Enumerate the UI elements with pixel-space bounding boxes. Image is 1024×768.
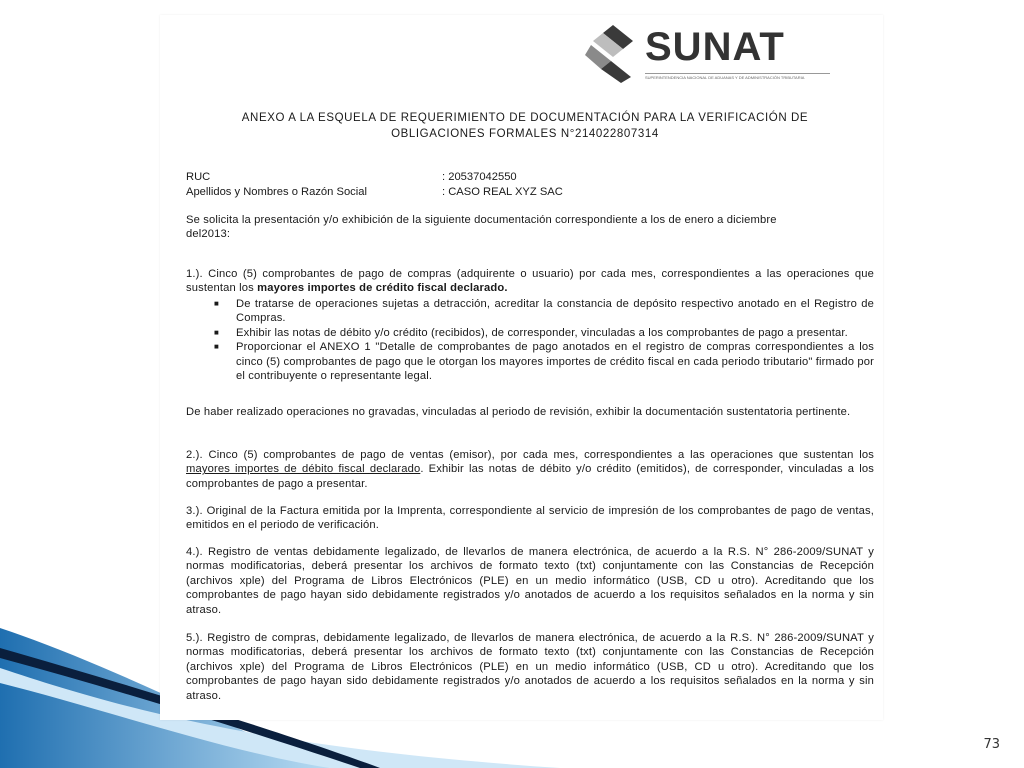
- item-1-highlight: mayores importes de crédito fiscal declarado.: [257, 282, 508, 295]
- title-line-1: ANEXO A LA ESQUELA DE REQUERIMIENTO DE DOCUMENTACIÓN PARA LA VERIFICACIÓN DE: [241, 112, 809, 124]
- name-label: Apellidos y Nombres o Razón Social: [186, 186, 367, 198]
- scanned-document: [160, 15, 883, 720]
- item-1-bullets: [186, 297, 874, 383]
- ruc-label: RUC: [186, 171, 211, 183]
- title-line-2: OBLIGACIONES FORMALES N°214022807314: [391, 128, 659, 140]
- logo-tagline: SUPERINTENDENCIA NACIONAL DE ADUANAS Y DE ADMINISTRACIÓN TRIBUTARIA: [645, 73, 830, 80]
- page-number: 73: [983, 737, 1000, 752]
- name-value: : CASO REAL XYZ SAC: [442, 186, 563, 198]
- ruc-value: : 20537042550: [442, 171, 517, 183]
- item-2-text: 2.). Cinco (5) comprobantes de pago de ventas (emisor), por cada mes, correspondientes a las operaciones que sustentan los: [186, 449, 874, 461]
- no-gravadas-paragraph: De haber realizado operaciones no gravadas, vinculadas al periodo de revisión, exhibir la documentación sustentatoria pertinente.: [186, 406, 851, 418]
- sunat-logo-icon: [585, 23, 643, 83]
- item-2: [186, 448, 874, 491]
- item-1-text: 1.). Cinco (5) comprobantes de pago de compras (adquirente o usuario) por cada mes, correspondientes a las operaciones que sustentan los: [186, 268, 874, 295]
- item-5: 5.). Registro de compras, debidamente legalizado, de llevarlos de manera electrónica, de acuerdo a la R.S. N° 286-2009/SUNAT y normas modificatorias, deberá presentar los archivos de formato texto (txt) conjuntamente con las Constancias de Recepción (archivos xple) del Programa de Libros Electrónicos (PLE) en un medio informático (USB, CD u otro). Acreditando que los comprobantes de pago hayan sido debidamente registrados y/o anotados de acuerdo a los requisitos señalados en la norma y sin atraso.: [186, 632, 874, 702]
- list-item: ■ Exhibir las notas de débito y/o crédito (recibidos), de corresponder, vinculadas a los comprobantes de pago a presentar.: [186, 326, 874, 340]
- logo-wordmark: SUNAT: [645, 25, 785, 69]
- intro-paragraph: Se solicita la presentación y/o exhibición de la siguiente documentación correspondiente a los de enero a diciembre del2013:: [186, 214, 777, 241]
- item-1: [186, 267, 874, 296]
- item-4: 4.). Registro de ventas debidamente legalizado, de llevarlos de manera electrónica, de acuerdo a la R.S. N° 286-2009/SUNAT y normas modificatorias, deberá presentar los archivos de formato texto (txt) conjuntamente con las Constancias de Recepción (archivos xple) del Programa de Libros Electrónicos (PLE) en un medio informático (USB, CD u otro). Acreditando que los comprobantes de pago hayan sido debidamente registrados y/o anotados de acuerdo a los requisitos señalados en la norma y sin atraso.: [186, 546, 874, 616]
- list-item: ■ De tratarse de operaciones sujetas a detracción, acreditar la constancia de depósito respectivo anotado en el Registro de Compras.: [186, 297, 874, 326]
- item-2-text-end: . Exhibir las notas de débito y/o crédito (emitidos), de corresponder, vinculadas a los comprobantes de pago a presentar.: [186, 463, 874, 490]
- item-2-underlined: mayores importes de débito fiscal declarado: [186, 463, 421, 476]
- sunat-logo: [585, 21, 835, 91]
- document-title: [180, 110, 870, 142]
- list-item: ■ Proporcionar el ANEXO 1 "Detalle de comprobantes de pago anotados en el registro de compras correspondientes a los cinco (5) comprobantes de pago que le otorgan los mayores importes de crédito fiscal en cada periodo tributario" firmado por el contribuyente o representante legal.: [186, 340, 874, 383]
- item-3: 3.). Original de la Factura emitida por la Imprenta, correspondiente al servicio de impresión de los comprobantes de pago de ventas, emitidos en el periodo de verificación.: [186, 505, 874, 532]
